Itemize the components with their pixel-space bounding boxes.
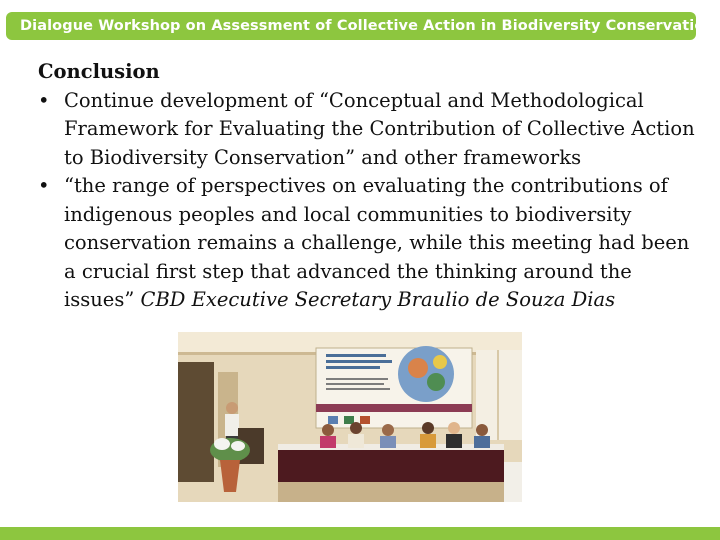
footer-bar [0, 527, 720, 540]
bullet-list [38, 87, 698, 315]
bullet-icon: • [38, 174, 50, 197]
workshop-photo [178, 332, 522, 502]
bullet-item [38, 87, 698, 173]
bullet-icon: • [38, 88, 50, 112]
slide-content [38, 58, 698, 315]
bullet-text: Continue development of “Conceptual and Methodological Framework for Evaluating the Contribution of Collective Action to Biodiversity Conservation” and other frameworks [64, 88, 695, 169]
slide-banner-title: Dialogue Workshop on Assessment of Collective Action in Biodiversity Conservation [20, 18, 715, 34]
header-bar [6, 12, 715, 40]
quote-text: “the range of perspectives on evaluating the contributions of indigenous peoples and local communities to biodiversity conservation remains a challenge, while this meeting had been a crucial first step that advanced the thinking around the issues” [64, 174, 690, 311]
quote-attribution: CBD Executive Secretary Braulio de Souza Dias [140, 288, 616, 311]
bullet-item [38, 172, 698, 315]
slide-heading: Conclusion [38, 60, 160, 83]
